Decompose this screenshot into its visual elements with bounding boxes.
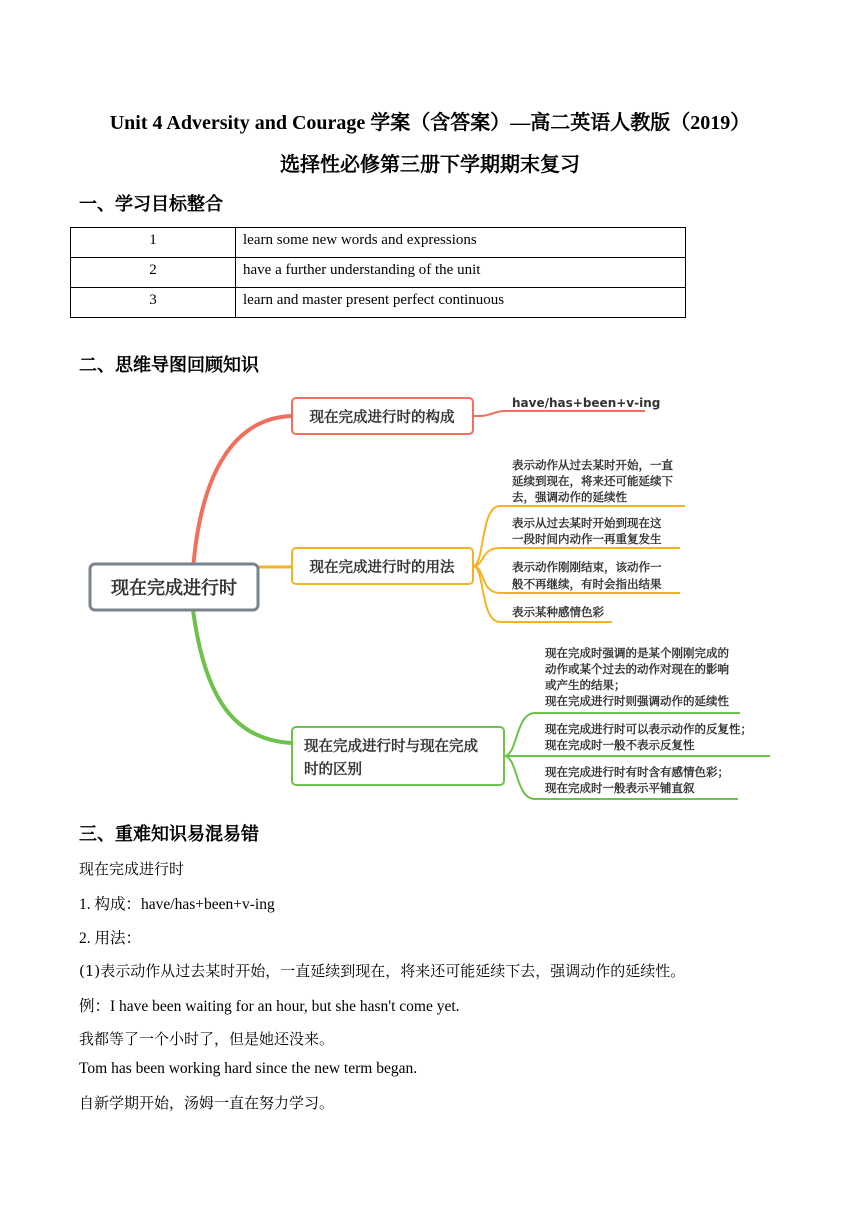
goal-number: 1 [71,228,236,258]
table-row [71,288,686,318]
connector-red [193,416,292,570]
branch2-leaf-1 [512,458,673,504]
branch1-leaf-curve [480,411,645,416]
branch2-label: 现在完成进行时的用法 [309,560,455,576]
leaf-line: 现在完成时一般不表示反复性 [545,738,695,752]
leaf-line: 或产生的结果； [545,678,626,692]
document-title-line2: 选择性必修第三册下学期期末复习 [280,154,580,176]
goal-number: 2 [71,258,236,288]
root-label: 现在完成进行时 [111,578,237,599]
goals-table [70,227,686,318]
paragraph-line: 现在完成进行时 [79,860,185,878]
paragraph-line: 2. 用法： [79,930,142,947]
leaf-line: 动作或某个过去的动作对现在的影响 [545,662,729,676]
paragraph-line: 我都等了一个小时了，但是她还没来。 [79,1030,335,1048]
branch2-leaf-4 [512,605,604,619]
goal-number: 3 [71,288,236,318]
paragraph-line: 例：I have been waiting for an hour, but she hasn't come yet. [79,998,460,1015]
branch3-label-line1: 现在完成进行时与现在完成 [304,739,478,755]
leaf-line: 表示从过去某时开始到现在这 [512,516,662,530]
leaf-line: 现在完成进行时则强调动作的延续性 [545,694,729,708]
connector-green [193,610,292,743]
leaf-line: 去，强调动作的延续性 [512,490,627,504]
paragraph-line: (1)表示动作从过去某时开始，一直延续到现在，将来还可能延续下去，强调动作的延续性。 [79,962,686,980]
leaf-line: 现在完成时强调的是某个刚刚完成的 [545,646,729,660]
paragraph-line: Tom has been working hard since the new term began. [79,1060,418,1077]
section1-heading: 一、学习目标整合 [79,194,223,215]
table-row [71,228,686,258]
leaf-line: 现在完成进行时可以表示动作的反复性； [545,722,752,736]
branch3-label-line2: 时的区别 [304,762,362,778]
goal-text: learn and master present perfect continuous [236,288,686,318]
section2-heading: 二、思维导图回顾知识 [79,355,259,376]
goal-text: learn some new words and expressions [236,228,686,258]
document-title-line1: Unit 4 Adversity and Courage 学案（含答案）—高二英语人教版（2019） [109,112,751,134]
branch3-leaf-3 [544,765,729,795]
leaf-line: 现在完成时一般表示平铺直叙 [545,781,695,795]
leaf-line: 表示动作从过去某时开始，一直 [512,458,673,472]
mind-map [0,380,860,810]
goal-text: have a further understanding of the unit [236,258,686,288]
paragraph-line: 1. 构成：have/has+been+v-ing [79,896,275,913]
leaf-line: 现在完成进行时有时含有感情色彩； [545,765,729,779]
leaf-line: 般不再继续，有时会指出结果 [512,577,662,591]
section3-heading: 三、重难知识易混易错 [79,824,259,845]
branch1-label: 现在完成进行时的构成 [309,410,455,426]
leaf-line: 表示动作刚刚结束，该动作一 [512,560,662,574]
leaf-line: 表示某种感情色彩 [512,605,604,619]
branch2-leaf-2 [512,516,662,546]
table-row [71,258,686,288]
branch3-leaf-1 [544,646,729,708]
leaf-line: 一段时间内动作一再重复发生 [512,532,662,546]
branch3-leaf-2 [544,722,752,752]
paragraph-line: 自新学期开始，汤姆一直在努力学习。 [79,1094,335,1112]
leaf-line: 延续到现在，将来还可能延续下 [512,474,673,488]
branch1-leaf: have/has+been+v-ing [512,396,661,410]
branch2-leaf-3 [512,560,662,591]
